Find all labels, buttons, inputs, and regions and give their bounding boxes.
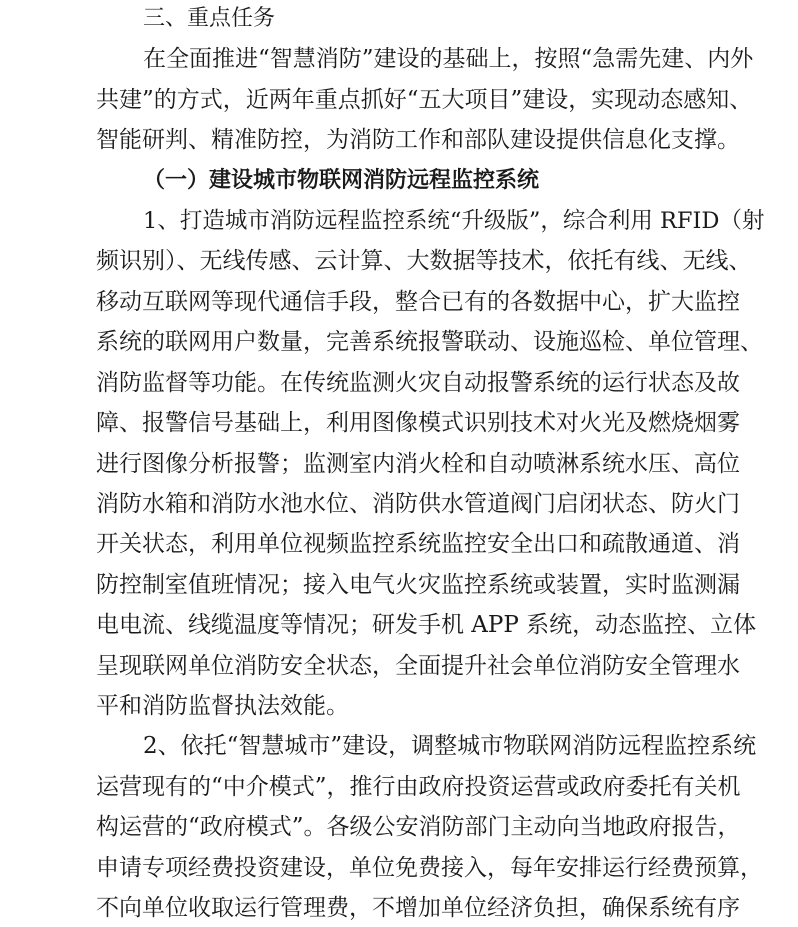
item2-line-1: 2、依托“智慧城市”建设，调整城市物联网消防远程监控系统 [143,733,757,759]
item1-line-6: 障、报警信号基础上，利用图像模式识别技术对火光及燃烧烟雾 [96,410,740,436]
intro-line-3: 智能研判、精准防控，为消防工作和部队建设提供信息化支撑。 [96,127,740,153]
item1-line-11: 电电流、线缆温度等情况；研发手机 APP 系统，动态监控、立体 [96,612,757,638]
item2-line-3: 构运营的“政府模式”。各级公安消防部门主动向当地政府报告， [96,814,741,840]
intro-line-2: 共建”的方式，近两年重点抓好“五大项目”建设，实现动态感知、 [96,87,753,113]
item2-line-5: 不向单位收取运行管理费，不增加单位经济负担，确保系统有序 [96,895,740,921]
item1-line-5: 消防监督等功能。在传统监测火灾自动报警系统的运行状态及故 [96,370,740,396]
item1-line-3: 移动互联网等现代通信手段，整合已有的各数据中心，扩大监控 [96,289,740,315]
item1-line-12: 呈现联网单位消防安全状态，全面提升社会单位消防安全管理水 [96,653,740,679]
item1-line-4: 系统的联网用户数量，完善系统报警联动、设施巡检、单位管理、 [96,329,763,355]
intro-line-1: 在全面推进“智慧消防”建设的基础上，按照“急需先建、内外 [143,46,754,72]
item2-line-2: 运营现有的“中介模式”，推行由政府投资运营或政府委托有关机 [96,774,741,800]
item1-line-10: 防控制室值班情况；接入电气火灾监控系统或装置，实时监测漏 [96,572,740,598]
item1-line-9: 开关状态，利用单位视频监控系统监控安全出口和疏散通道、消 [96,531,740,557]
item1-line-13: 平和消防监督执法效能。 [96,693,349,719]
section-heading: 三、重点任务 [143,6,276,31]
item1-line-1: 1、打造城市消防远程监控系统“升级版”，综合利用 RFID（射 [143,208,765,234]
subsection-heading: （一）建设城市物联网消防远程监控系统 [143,168,540,193]
item1-line-2: 频识别）、无线传感、云计算、大数据等技术，依托有线、无线、 [96,248,752,274]
item2-line-4: 申请专项经费投资建设，单位免费接入，每年安排运行经费预算， [96,855,763,881]
item1-line-8: 消防水箱和消防水池水位、消防供水管道阀门启闭状态、防火门 [96,491,740,517]
item1-line-7: 进行图像分析报警；监测室内消火栓和自动喷淋系统水压、高位 [96,451,740,477]
